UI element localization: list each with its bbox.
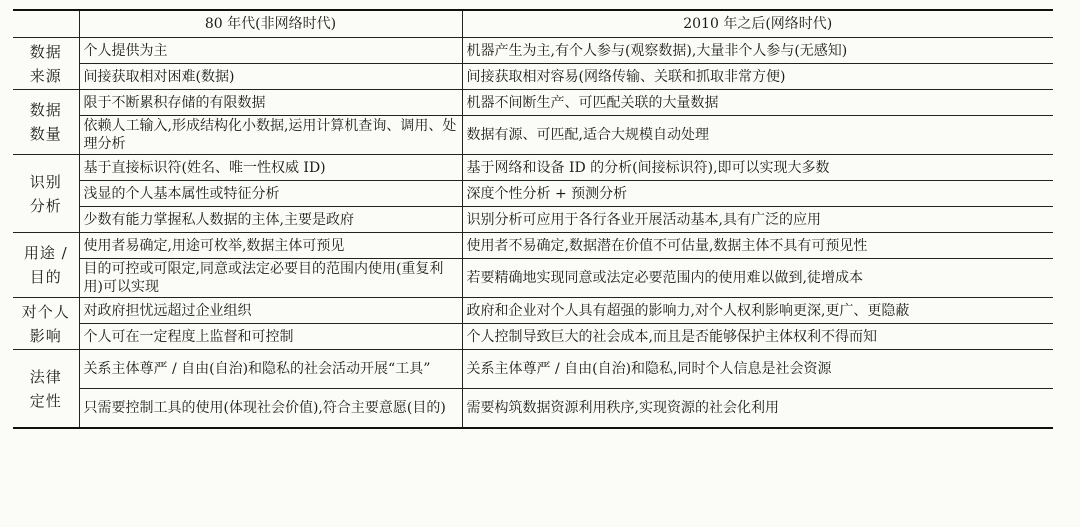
category-label-line: 分析 (29, 196, 62, 215)
cell-2010s: 使用者不易确定,数据潜在价值不可估量,数据主体不具有可预见性 (462, 233, 1053, 259)
category-data-source (13, 38, 79, 90)
cell-2010s: 机器产生为主,有个人参与(观察数据),大量非个人参与(无感知) (462, 38, 1053, 64)
cell-80s: 使用者易确定,用途可枚举,数据主体可预见 (79, 233, 462, 259)
cell-2010s: 个人控制导致巨大的社会成本,而且是否能够保护主体权利不得而知 (462, 324, 1053, 350)
cell-2010s: 需要构筑数据资源利用秩序,实现资源的社会化利用 (462, 389, 1053, 429)
table-row (13, 233, 1053, 259)
cell-2010s: 政府和企业对个人具有超强的影响力,对个人权利影响更深,更广、更隐蔽 (462, 298, 1053, 324)
category-label-line: 影响 (29, 326, 62, 345)
cell-2010s: 深度个性分析 + 预测分析 (462, 181, 1053, 207)
cell-80s: 基于直接标识符(姓名、唯一性权威 ID) (79, 155, 462, 181)
table-row (13, 116, 1053, 155)
cell-80s: 浅显的个人基本属性或特征分析 (79, 181, 462, 207)
category-label-line: 数量 (29, 125, 62, 143)
table-row (13, 155, 1053, 181)
table-row (13, 64, 1053, 90)
cell-2010s: 关系主体尊严 / 自由(自治)和隐私,同时个人信息是社会资源 (462, 350, 1053, 389)
category-personal-impact (13, 298, 79, 350)
table-row (13, 259, 1053, 298)
category-legal-nature (13, 350, 79, 429)
category-label-line: 来源 (29, 66, 62, 85)
cell-80s: 少数有能力掌握私人数据的主体,主要是政府 (79, 207, 462, 233)
category-identification (13, 155, 79, 233)
category-purpose (13, 233, 79, 298)
cell-2010s: 机器不间断生产、可匹配关联的大量数据 (462, 90, 1053, 116)
category-label-line: 目的 (29, 268, 62, 286)
cell-80s: 间接获取相对困难(数据) (79, 64, 462, 90)
cell-80s: 个人提供为主 (79, 38, 462, 64)
header-blank (13, 10, 79, 38)
cell-2010s: 基于网络和设备 ID 的分析(间接标识符),即可以实现大多数 (462, 155, 1053, 181)
cell-80s: 对政府担忧远超过企业组织 (79, 298, 462, 324)
table-row (13, 324, 1053, 350)
cell-80s: 依赖人工输入,形成结构化小数据,运用计算机查询、调用、处理分析 (79, 116, 462, 155)
cell-2010s: 识别分析可应用于各行各业开展活动基本,具有广泛的应用 (462, 207, 1053, 233)
category-data-quantity (13, 90, 79, 155)
cell-80s: 只需要控制工具的使用(体现社会价值),符合主要意愿(目的) (79, 389, 462, 429)
table-row (13, 389, 1053, 429)
cell-2010s: 数据有源、可匹配,适合大规模自动处理 (462, 116, 1053, 155)
cell-2010s: 若要精确地实现同意或法定必要范围内的使用难以做到,徒增成本 (462, 259, 1053, 298)
category-label-line: 定性 (29, 391, 62, 410)
category-label-line: 数据 (29, 101, 62, 119)
header-80s: 80 年代(非网络时代) (79, 10, 462, 38)
table-row (13, 207, 1053, 233)
category-label-line: 数据 (29, 42, 62, 61)
category-label-line: 对个人 (21, 302, 70, 321)
table-row (13, 90, 1053, 116)
table-row (13, 298, 1053, 324)
cell-2010s: 间接获取相对容易(网络传输、关联和抓取非常方便) (462, 64, 1053, 90)
cell-80s: 目的可控或可限定,同意或法定必要目的范围内使用(重复利用)可以实现 (79, 259, 462, 298)
category-label-line: 用途 / (23, 244, 68, 262)
comparison-table-container (13, 9, 1053, 429)
table-row (13, 181, 1053, 207)
header-2010s: 2010 年之后(网络时代) (462, 10, 1053, 38)
table-row (13, 350, 1053, 389)
comparison-table (13, 9, 1053, 429)
table-row (13, 38, 1053, 64)
category-label-line: 识别 (29, 172, 62, 191)
cell-80s: 个人可在一定程度上监督和可控制 (79, 324, 462, 350)
cell-80s: 限于不断累积存储的有限数据 (79, 90, 462, 116)
category-label-line: 法律 (29, 367, 62, 386)
cell-80s: 关系主体尊严 / 自由(自治)和隐私的社会活动开展“工具” (79, 350, 462, 389)
